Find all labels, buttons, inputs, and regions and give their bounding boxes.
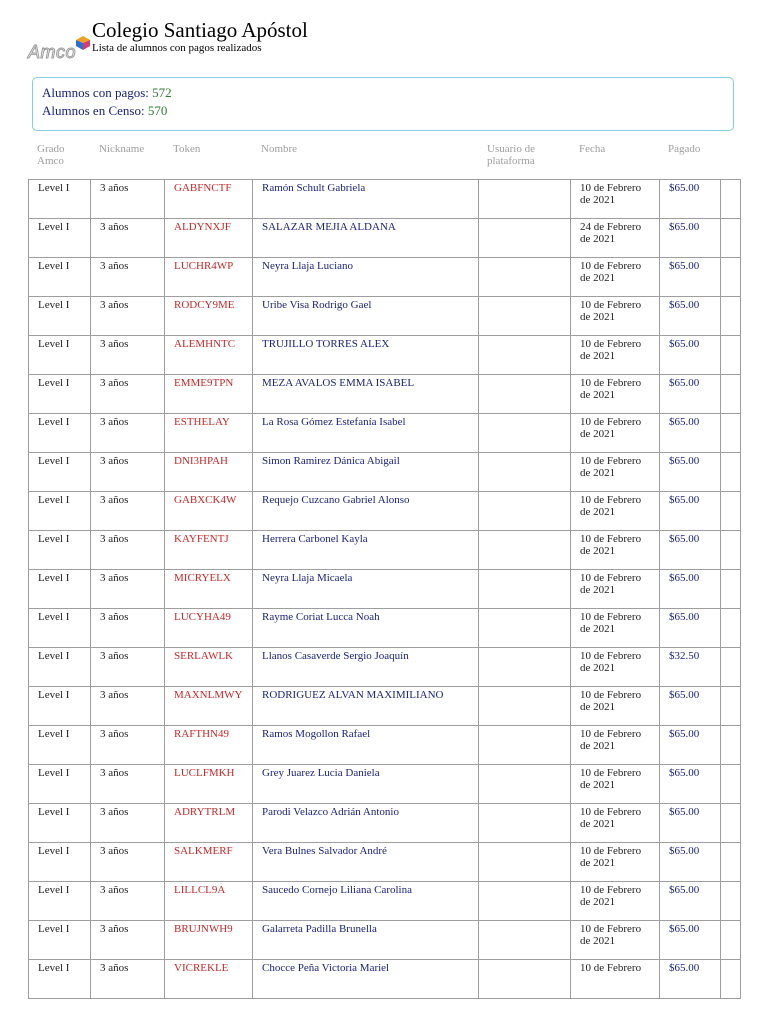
cell-grado: Level I xyxy=(29,687,91,726)
page-title: Colegio Santiago Apóstol xyxy=(92,18,308,42)
pagos-value: 572 xyxy=(152,85,172,100)
cell-extra xyxy=(721,375,741,414)
summary-box xyxy=(32,77,734,131)
cell-grado: Level I xyxy=(29,336,91,375)
cell-nombre: Saucedo Cornejo Liliana Carolina xyxy=(253,882,479,921)
cell-nombre: Ramón Schult Gabriela xyxy=(253,180,479,219)
cell-usuario xyxy=(479,492,571,531)
cell-nombre: Uribe Visa Rodrigo Gael xyxy=(253,297,479,336)
cell-pagado: $65.00 xyxy=(660,804,721,843)
cell-extra xyxy=(721,414,741,453)
amco-logo xyxy=(28,36,92,64)
cell-pagado: $65.00 xyxy=(660,570,721,609)
cell-grado: Level I xyxy=(29,414,91,453)
cell-extra xyxy=(721,960,741,999)
cell-usuario xyxy=(479,648,571,687)
cell-nombre: Herrera Carbonel Kayla xyxy=(253,531,479,570)
cell-token: LUCHR4WP xyxy=(165,258,253,297)
cell-fecha: 10 de Febrero de 2021 xyxy=(571,453,660,492)
cell-nombre: SALAZAR MEJIA ALDANA xyxy=(253,219,479,258)
cell-extra xyxy=(721,921,741,960)
cell-fecha: 10 de Febrero de 2021 xyxy=(571,297,660,336)
cell-pagado: $65.00 xyxy=(660,765,721,804)
header-grado: Grado Amco xyxy=(37,143,65,167)
cell-grado: Level I xyxy=(29,297,91,336)
cell-fecha: 10 de Febrero xyxy=(571,960,660,999)
cell-grado: Level I xyxy=(29,375,91,414)
cell-usuario xyxy=(479,531,571,570)
table-row xyxy=(29,414,741,453)
cell-extra xyxy=(721,648,741,687)
cell-extra xyxy=(721,492,741,531)
cell-pagado: $65.00 xyxy=(660,375,721,414)
cell-usuario xyxy=(479,258,571,297)
cell-nickname: 3 años xyxy=(91,414,165,453)
cell-nombre: RODRIGUEZ ALVAN MAXIMILIANO xyxy=(253,687,479,726)
cell-token: RAFTHN49 xyxy=(165,726,253,765)
cell-pagado: $65.00 xyxy=(660,219,721,258)
header-pagado: Pagado xyxy=(668,143,701,155)
table-row xyxy=(29,336,741,375)
cell-fecha: 10 de Febrero de 2021 xyxy=(571,531,660,570)
cell-usuario xyxy=(479,180,571,219)
cell-fecha: 10 de Febrero de 2021 xyxy=(571,609,660,648)
cell-token: KAYFENTJ xyxy=(165,531,253,570)
cell-fecha: 10 de Febrero de 2021 xyxy=(571,687,660,726)
cell-usuario xyxy=(479,219,571,258)
cell-fecha: 10 de Febrero de 2021 xyxy=(571,492,660,531)
cell-nombre: Parodi Velazco Adrián Antonio xyxy=(253,804,479,843)
cell-nickname: 3 años xyxy=(91,453,165,492)
cell-nombre: Rayme Coriat Lucca Noah xyxy=(253,609,479,648)
cell-token: SALKMERF xyxy=(165,843,253,882)
cell-usuario xyxy=(479,336,571,375)
cell-usuario xyxy=(479,804,571,843)
cell-pagado: $65.00 xyxy=(660,921,721,960)
table-row xyxy=(29,375,741,414)
table-row xyxy=(29,804,741,843)
cell-pagado: $65.00 xyxy=(660,960,721,999)
cell-usuario xyxy=(479,609,571,648)
table-row xyxy=(29,531,741,570)
cell-extra xyxy=(721,609,741,648)
cell-usuario xyxy=(479,414,571,453)
table-row xyxy=(29,180,741,219)
cell-nombre: Neyra Llaja Luciano xyxy=(253,258,479,297)
cell-extra xyxy=(721,804,741,843)
cell-nombre: La Rosa Gómez Estefanía Isabel xyxy=(253,414,479,453)
cell-pagado: $65.00 xyxy=(660,687,721,726)
censo-label: Alumnos en Censo: xyxy=(42,103,145,118)
cell-extra xyxy=(721,843,741,882)
cell-nombre: Requejo Cuzcano Gabriel Alonso xyxy=(253,492,479,531)
cell-nickname: 3 años xyxy=(91,219,165,258)
cell-nickname: 3 años xyxy=(91,882,165,921)
cell-pagado: $65.00 xyxy=(660,453,721,492)
cell-pagado: $65.00 xyxy=(660,843,721,882)
cell-token: VICREKLE xyxy=(165,960,253,999)
cell-token: RODCY9ME xyxy=(165,297,253,336)
cell-nombre: Vera Bulnes Salvador André xyxy=(253,843,479,882)
cell-usuario xyxy=(479,765,571,804)
cell-nombre: Simon Ramirez Dánica Abigail xyxy=(253,453,479,492)
cell-nombre: Neyra Llaja Micaela xyxy=(253,570,479,609)
table-row xyxy=(29,726,741,765)
cell-fecha: 10 de Febrero de 2021 xyxy=(571,414,660,453)
table-row xyxy=(29,219,741,258)
cell-fecha: 10 de Febrero de 2021 xyxy=(571,258,660,297)
logo-text: Amco xyxy=(28,42,77,62)
cell-extra xyxy=(721,219,741,258)
table-row xyxy=(29,258,741,297)
cell-fecha: 10 de Febrero de 2021 xyxy=(571,570,660,609)
cell-fecha: 10 de Febrero de 2021 xyxy=(571,336,660,375)
cell-extra xyxy=(721,687,741,726)
cell-token: SERLAWLK xyxy=(165,648,253,687)
cell-extra xyxy=(721,180,741,219)
cell-grado: Level I xyxy=(29,453,91,492)
cell-nickname: 3 años xyxy=(91,180,165,219)
censo-value: 570 xyxy=(147,103,168,118)
cell-token: ADRYTRLM xyxy=(165,804,253,843)
cell-nickname: 3 años xyxy=(91,765,165,804)
cell-fecha: 10 de Febrero de 2021 xyxy=(571,648,660,687)
cell-grado: Level I xyxy=(29,258,91,297)
cell-nombre: Llanos Casaverde Sergio Joaquín xyxy=(253,648,479,687)
cell-extra xyxy=(721,765,741,804)
cell-grado: Level I xyxy=(29,960,91,999)
cell-grado: Level I xyxy=(29,882,91,921)
cell-grado: Level I xyxy=(29,765,91,804)
cube-icon xyxy=(76,36,90,50)
cell-nickname: 3 años xyxy=(91,843,165,882)
cell-grado: Level I xyxy=(29,726,91,765)
cell-nickname: 3 años xyxy=(91,687,165,726)
cell-pagado: $65.00 xyxy=(660,609,721,648)
cell-pagado: $65.00 xyxy=(660,258,721,297)
cell-grado: Level I xyxy=(29,804,91,843)
cell-fecha: 10 de Febrero de 2021 xyxy=(571,804,660,843)
cell-usuario xyxy=(479,687,571,726)
cell-token: ALEMHNTC xyxy=(165,336,253,375)
cell-usuario xyxy=(479,726,571,765)
cell-fecha: 24 de Febrero de 2021 xyxy=(571,219,660,258)
cell-nombre: Galarreta Padilla Brunella xyxy=(253,921,479,960)
cell-grado: Level I xyxy=(29,219,91,258)
cell-grado: Level I xyxy=(29,921,91,960)
cell-extra xyxy=(721,882,741,921)
cell-usuario xyxy=(479,960,571,999)
cell-nickname: 3 años xyxy=(91,492,165,531)
table-row xyxy=(29,687,741,726)
cell-grado: Level I xyxy=(29,531,91,570)
cell-token: GABXCK4W xyxy=(165,492,253,531)
table-row xyxy=(29,570,741,609)
table-header xyxy=(28,143,740,175)
cell-nickname: 3 años xyxy=(91,258,165,297)
cell-pagado: $65.00 xyxy=(660,297,721,336)
cell-nickname: 3 años xyxy=(91,570,165,609)
table-row xyxy=(29,492,741,531)
cell-extra xyxy=(721,258,741,297)
cell-pagado: $65.00 xyxy=(660,492,721,531)
cell-usuario xyxy=(479,921,571,960)
cell-nickname: 3 años xyxy=(91,375,165,414)
cell-token: ALDYNXJF xyxy=(165,219,253,258)
table-row xyxy=(29,765,741,804)
cell-pagado: $65.00 xyxy=(660,414,721,453)
cell-nickname: 3 años xyxy=(91,804,165,843)
cell-nickname: 3 años xyxy=(91,531,165,570)
cell-nombre: MEZA AVALOS EMMA ISABEL xyxy=(253,375,479,414)
cell-token: MAXNLMWY xyxy=(165,687,253,726)
page-subtitle: Lista de alumnos con pagos realizados xyxy=(92,42,262,54)
cell-nickname: 3 años xyxy=(91,921,165,960)
cell-fecha: 10 de Febrero de 2021 xyxy=(571,882,660,921)
cell-token: MICRYELX xyxy=(165,570,253,609)
cell-token: EMME9TPN xyxy=(165,375,253,414)
cell-nickname: 3 años xyxy=(91,960,165,999)
header-fecha: Fecha xyxy=(579,143,606,155)
cell-extra xyxy=(721,453,741,492)
table-row xyxy=(29,921,741,960)
cell-token: LUCYHA49 xyxy=(165,609,253,648)
header-nombre: Nombre xyxy=(261,143,298,155)
cell-grado: Level I xyxy=(29,492,91,531)
cell-grado: Level I xyxy=(29,609,91,648)
cell-grado: Level I xyxy=(29,843,91,882)
summary-censo xyxy=(42,102,724,120)
header-token: Token xyxy=(173,143,201,155)
cell-token: GABFNCTF xyxy=(165,180,253,219)
cell-usuario xyxy=(479,843,571,882)
table-row xyxy=(29,648,741,687)
summary-pagos xyxy=(42,84,724,102)
cell-usuario xyxy=(479,570,571,609)
cell-fecha: 10 de Febrero de 2021 xyxy=(571,180,660,219)
cell-fecha: 10 de Febrero de 2021 xyxy=(571,921,660,960)
cell-grado: Level I xyxy=(29,180,91,219)
cell-nombre: Ramos Mogollon Rafael xyxy=(253,726,479,765)
table-row xyxy=(29,609,741,648)
cell-token: BRUJNWH9 xyxy=(165,921,253,960)
table-row xyxy=(29,843,741,882)
cell-fecha: 10 de Febrero de 2021 xyxy=(571,375,660,414)
table-row xyxy=(29,453,741,492)
cell-pagado: $65.00 xyxy=(660,882,721,921)
table-row xyxy=(29,297,741,336)
cell-nickname: 3 años xyxy=(91,609,165,648)
cell-pagado: $65.00 xyxy=(660,726,721,765)
cell-nickname: 3 años xyxy=(91,297,165,336)
cell-nickname: 3 años xyxy=(91,648,165,687)
cell-nickname: 3 años xyxy=(91,726,165,765)
cell-grado: Level I xyxy=(29,570,91,609)
cell-nombre: Grey Juarez Lucia Daniela xyxy=(253,765,479,804)
cell-pagado: $65.00 xyxy=(660,531,721,570)
pagos-label: Alumnos con pagos: xyxy=(42,85,149,100)
cell-nombre: TRUJILLO TORRES ALEX xyxy=(253,336,479,375)
cell-token: LUCLFMKH xyxy=(165,765,253,804)
cell-token: DNI3HPAH xyxy=(165,453,253,492)
cell-pagado: $65.00 xyxy=(660,336,721,375)
header-nickname: Nickname xyxy=(99,143,145,155)
cell-grado: Level I xyxy=(29,648,91,687)
cell-extra xyxy=(721,570,741,609)
cell-nombre: Chocce Peña Victoria Mariel xyxy=(253,960,479,999)
cell-token: LILLCL9A xyxy=(165,882,253,921)
cell-token: ESTHELAY xyxy=(165,414,253,453)
table-row xyxy=(29,960,741,999)
cell-fecha: 10 de Febrero de 2021 xyxy=(571,726,660,765)
cell-extra xyxy=(721,336,741,375)
cell-pagado: $32.50 xyxy=(660,648,721,687)
cell-usuario xyxy=(479,297,571,336)
cell-usuario xyxy=(479,882,571,921)
cell-extra xyxy=(721,531,741,570)
header-usuario: Usuario de plataforma xyxy=(487,143,535,167)
cell-nickname: 3 años xyxy=(91,336,165,375)
cell-usuario xyxy=(479,375,571,414)
cell-extra xyxy=(721,726,741,765)
cell-pagado: $65.00 xyxy=(660,180,721,219)
payments-table xyxy=(28,179,741,999)
cell-fecha: 10 de Febrero de 2021 xyxy=(571,765,660,804)
table-row xyxy=(29,882,741,921)
cell-fecha: 10 de Febrero de 2021 xyxy=(571,843,660,882)
cell-usuario xyxy=(479,453,571,492)
cell-extra xyxy=(721,297,741,336)
